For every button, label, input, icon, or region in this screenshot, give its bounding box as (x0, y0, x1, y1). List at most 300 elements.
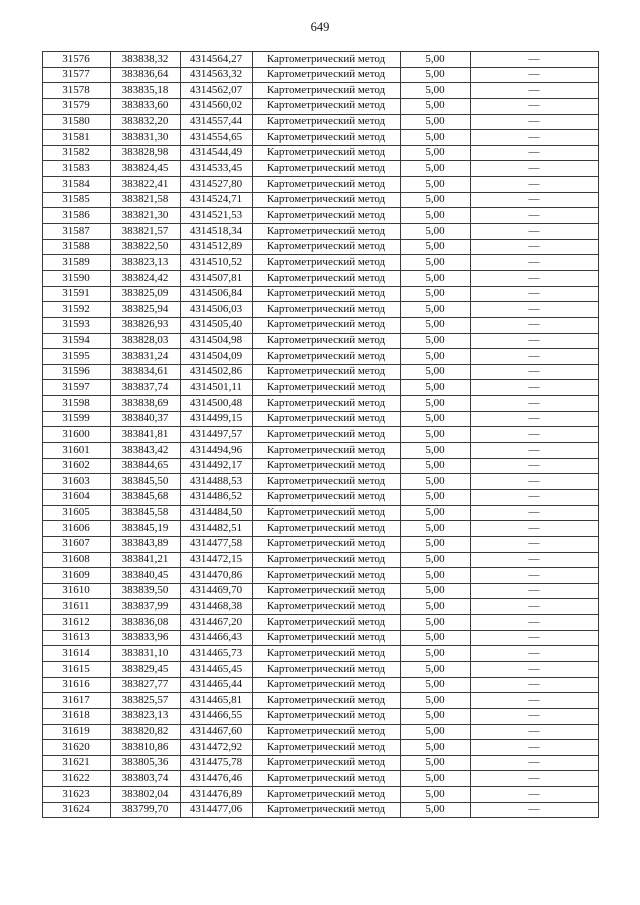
cell-method: Картометрический метод (252, 427, 400, 443)
cell-coordinate-y: 4314477,06 (180, 802, 252, 818)
cell-accuracy: 5,00 (400, 192, 470, 208)
cell-note: — (470, 489, 598, 505)
table-row (42, 677, 598, 693)
cell-point-number: 31616 (42, 677, 110, 693)
cell-point-number: 31590 (42, 270, 110, 286)
table-row (42, 661, 598, 677)
cell-method: Картометрический метод (252, 599, 400, 615)
table-row (42, 177, 598, 193)
cell-accuracy: 5,00 (400, 52, 470, 68)
cell-accuracy: 5,00 (400, 505, 470, 521)
cell-coordinate-x: 383840,37 (110, 411, 180, 427)
cell-point-number: 31593 (42, 317, 110, 333)
cell-coordinate-x: 383837,74 (110, 380, 180, 396)
cell-accuracy: 5,00 (400, 568, 470, 584)
cell-method: Картометрический метод (252, 771, 400, 787)
cell-accuracy: 5,00 (400, 646, 470, 662)
cell-point-number: 31602 (42, 458, 110, 474)
table-row (42, 521, 598, 537)
cell-coordinate-y: 4314494,96 (180, 443, 252, 459)
cell-method: Картометрический метод (252, 380, 400, 396)
cell-coordinate-y: 4314472,92 (180, 740, 252, 756)
cell-note: — (470, 693, 598, 709)
cell-coordinate-y: 4314482,51 (180, 521, 252, 537)
cell-note: — (470, 145, 598, 161)
cell-note: — (470, 521, 598, 537)
cell-coordinate-y: 4314465,45 (180, 661, 252, 677)
cell-accuracy: 5,00 (400, 661, 470, 677)
cell-coordinate-x: 383836,64 (110, 67, 180, 83)
cell-method: Картометрический метод (252, 740, 400, 756)
cell-method: Картометрический метод (252, 630, 400, 646)
cell-point-number: 31592 (42, 302, 110, 318)
cell-note: — (470, 349, 598, 365)
cell-point-number: 31608 (42, 552, 110, 568)
cell-point-number: 31577 (42, 67, 110, 83)
cell-method: Картометрический метод (252, 270, 400, 286)
cell-coordinate-x: 383824,45 (110, 161, 180, 177)
table-row (42, 114, 598, 130)
cell-note: — (470, 787, 598, 803)
table-row (42, 474, 598, 490)
cell-method: Картометрический метод (252, 239, 400, 255)
cell-coordinate-x: 383831,30 (110, 130, 180, 146)
cell-point-number: 31580 (42, 114, 110, 130)
cell-coordinate-y: 4314465,44 (180, 677, 252, 693)
cell-point-number: 31599 (42, 411, 110, 427)
cell-coordinate-y: 4314467,20 (180, 615, 252, 631)
cell-coordinate-x: 383823,13 (110, 255, 180, 271)
cell-coordinate-x: 383843,89 (110, 536, 180, 552)
table-row (42, 458, 598, 474)
table-row (42, 489, 598, 505)
cell-point-number: 31582 (42, 145, 110, 161)
cell-coordinate-y: 4314544,49 (180, 145, 252, 161)
cell-coordinate-x: 383843,42 (110, 443, 180, 459)
cell-method: Картометрический метод (252, 177, 400, 193)
cell-coordinate-y: 4314554,65 (180, 130, 252, 146)
cell-coordinate-y: 4314533,45 (180, 161, 252, 177)
table-row (42, 396, 598, 412)
cell-point-number: 31604 (42, 489, 110, 505)
cell-coordinate-x: 383836,08 (110, 615, 180, 631)
table-row (42, 708, 598, 724)
cell-note: — (470, 224, 598, 240)
cell-coordinate-x: 383845,50 (110, 474, 180, 490)
cell-point-number: 31624 (42, 802, 110, 818)
coordinates-table (42, 51, 599, 818)
cell-coordinate-x: 383837,99 (110, 599, 180, 615)
cell-coordinate-x: 383845,19 (110, 521, 180, 537)
cell-coordinate-x: 383821,30 (110, 208, 180, 224)
cell-coordinate-x: 383833,96 (110, 630, 180, 646)
cell-point-number: 31594 (42, 333, 110, 349)
cell-accuracy: 5,00 (400, 411, 470, 427)
cell-coordinate-x: 383822,50 (110, 239, 180, 255)
cell-accuracy: 5,00 (400, 224, 470, 240)
cell-coordinate-x: 383820,82 (110, 724, 180, 740)
table-row (42, 755, 598, 771)
cell-coordinate-y: 4314484,50 (180, 505, 252, 521)
cell-note: — (470, 458, 598, 474)
table-row (42, 349, 598, 365)
table-row (42, 208, 598, 224)
cell-method: Картометрический метод (252, 536, 400, 552)
table-row (42, 380, 598, 396)
cell-point-number: 31614 (42, 646, 110, 662)
cell-accuracy: 5,00 (400, 239, 470, 255)
cell-accuracy: 5,00 (400, 130, 470, 146)
cell-accuracy: 5,00 (400, 708, 470, 724)
table-row (42, 802, 598, 818)
cell-method: Картометрический метод (252, 787, 400, 803)
cell-coordinate-y: 4314472,15 (180, 552, 252, 568)
cell-coordinate-x: 383834,61 (110, 364, 180, 380)
cell-coordinate-y: 4314527,80 (180, 177, 252, 193)
cell-coordinate-x: 383832,20 (110, 114, 180, 130)
cell-method: Картометрический метод (252, 411, 400, 427)
table-row (42, 443, 598, 459)
cell-coordinate-y: 4314475,78 (180, 755, 252, 771)
cell-coordinate-y: 4314466,43 (180, 630, 252, 646)
cell-note: — (470, 364, 598, 380)
cell-coordinate-y: 4314506,03 (180, 302, 252, 318)
cell-method: Картометрический метод (252, 677, 400, 693)
cell-note: — (470, 802, 598, 818)
cell-method: Картометрический метод (252, 552, 400, 568)
cell-coordinate-y: 4314499,15 (180, 411, 252, 427)
cell-method: Картометрический метод (252, 224, 400, 240)
cell-accuracy: 5,00 (400, 443, 470, 459)
table-row (42, 364, 598, 380)
cell-note: — (470, 505, 598, 521)
cell-note: — (470, 568, 598, 584)
cell-note: — (470, 755, 598, 771)
cell-method: Картометрический метод (252, 83, 400, 99)
cell-accuracy: 5,00 (400, 630, 470, 646)
cell-accuracy: 5,00 (400, 755, 470, 771)
cell-coordinate-x: 383844,65 (110, 458, 180, 474)
cell-coordinate-x: 383831,24 (110, 349, 180, 365)
cell-coordinate-x: 383841,21 (110, 552, 180, 568)
table-row (42, 427, 598, 443)
cell-coordinate-x: 383825,09 (110, 286, 180, 302)
table-row (42, 286, 598, 302)
cell-accuracy: 5,00 (400, 489, 470, 505)
cell-method: Картометрический метод (252, 161, 400, 177)
cell-point-number: 31597 (42, 380, 110, 396)
page-number: 649 (310, 20, 330, 34)
cell-accuracy: 5,00 (400, 771, 470, 787)
cell-coordinate-x: 383838,32 (110, 52, 180, 68)
cell-point-number: 31600 (42, 427, 110, 443)
cell-coordinate-x: 383828,03 (110, 333, 180, 349)
cell-note: — (470, 646, 598, 662)
cell-coordinate-y: 4314557,44 (180, 114, 252, 130)
cell-note: — (470, 552, 598, 568)
cell-point-number: 31605 (42, 505, 110, 521)
cell-note: — (470, 380, 598, 396)
cell-coordinate-y: 4314469,70 (180, 583, 252, 599)
table-row (42, 771, 598, 787)
cell-method: Картометрический метод (252, 724, 400, 740)
cell-coordinate-x: 383824,42 (110, 270, 180, 286)
cell-accuracy: 5,00 (400, 67, 470, 83)
cell-coordinate-y: 4314467,60 (180, 724, 252, 740)
table-row (42, 505, 598, 521)
cell-method: Картометрический метод (252, 755, 400, 771)
cell-note: — (470, 724, 598, 740)
cell-accuracy: 5,00 (400, 317, 470, 333)
cell-method: Картометрический метод (252, 708, 400, 724)
cell-note: — (470, 536, 598, 552)
cell-coordinate-y: 4314563,32 (180, 67, 252, 83)
cell-point-number: 31595 (42, 349, 110, 365)
cell-note: — (470, 443, 598, 459)
cell-coordinate-y: 4314504,09 (180, 349, 252, 365)
cell-coordinate-y: 4314497,57 (180, 427, 252, 443)
cell-method: Картометрический метод (252, 192, 400, 208)
cell-coordinate-y: 4314486,52 (180, 489, 252, 505)
cell-note: — (470, 333, 598, 349)
table-row (42, 145, 598, 161)
cell-accuracy: 5,00 (400, 161, 470, 177)
cell-coordinate-y: 4314521,53 (180, 208, 252, 224)
cell-accuracy: 5,00 (400, 427, 470, 443)
cell-coordinate-x: 383825,57 (110, 693, 180, 709)
table-row (42, 724, 598, 740)
cell-method: Картометрический метод (252, 458, 400, 474)
cell-point-number: 31585 (42, 192, 110, 208)
cell-note: — (470, 396, 598, 412)
table-row (42, 98, 598, 114)
cell-note: — (470, 255, 598, 271)
cell-point-number: 31617 (42, 693, 110, 709)
cell-point-number: 31586 (42, 208, 110, 224)
coordinates-table-body (42, 52, 598, 818)
cell-method: Картометрический метод (252, 286, 400, 302)
cell-coordinate-y: 4314562,07 (180, 83, 252, 99)
table-row (42, 568, 598, 584)
cell-method: Картометрический метод (252, 317, 400, 333)
cell-accuracy: 5,00 (400, 677, 470, 693)
cell-point-number: 31584 (42, 177, 110, 193)
cell-coordinate-x: 383828,98 (110, 145, 180, 161)
cell-coordinate-y: 4314524,71 (180, 192, 252, 208)
cell-point-number: 31601 (42, 443, 110, 459)
cell-coordinate-y: 4314465,73 (180, 646, 252, 662)
cell-coordinate-y: 4314564,27 (180, 52, 252, 68)
cell-point-number: 31598 (42, 396, 110, 412)
cell-point-number: 31578 (42, 83, 110, 99)
cell-coordinate-x: 383803,74 (110, 771, 180, 787)
cell-point-number: 31606 (42, 521, 110, 537)
cell-method: Картометрический метод (252, 568, 400, 584)
cell-coordinate-y: 4314510,52 (180, 255, 252, 271)
cell-point-number: 31623 (42, 787, 110, 803)
cell-note: — (470, 771, 598, 787)
cell-note: — (470, 286, 598, 302)
cell-method: Картометрический метод (252, 67, 400, 83)
cell-coordinate-x: 383810,86 (110, 740, 180, 756)
cell-accuracy: 5,00 (400, 740, 470, 756)
table-row (42, 224, 598, 240)
table-row (42, 317, 598, 333)
cell-coordinate-x: 383825,94 (110, 302, 180, 318)
cell-accuracy: 5,00 (400, 458, 470, 474)
cell-accuracy: 5,00 (400, 787, 470, 803)
cell-note: — (470, 708, 598, 724)
cell-coordinate-x: 383833,60 (110, 98, 180, 114)
cell-note: — (470, 52, 598, 68)
table-row (42, 239, 598, 255)
cell-coordinate-x: 383821,58 (110, 192, 180, 208)
cell-coordinate-x: 383845,68 (110, 489, 180, 505)
cell-accuracy: 5,00 (400, 724, 470, 740)
cell-method: Картометрический метод (252, 802, 400, 818)
cell-coordinate-x: 383838,69 (110, 396, 180, 412)
cell-note: — (470, 130, 598, 146)
cell-note: — (470, 67, 598, 83)
table-row (42, 67, 598, 83)
cell-coordinate-y: 4314512,89 (180, 239, 252, 255)
cell-coordinate-x: 383823,13 (110, 708, 180, 724)
cell-note: — (470, 615, 598, 631)
cell-point-number: 31612 (42, 615, 110, 631)
table-row (42, 693, 598, 709)
cell-accuracy: 5,00 (400, 302, 470, 318)
cell-coordinate-y: 4314465,81 (180, 693, 252, 709)
cell-accuracy: 5,00 (400, 208, 470, 224)
cell-coordinate-x: 383827,77 (110, 677, 180, 693)
cell-method: Картометрический метод (252, 489, 400, 505)
cell-accuracy: 5,00 (400, 599, 470, 615)
cell-coordinate-x: 383845,58 (110, 505, 180, 521)
cell-point-number: 31611 (42, 599, 110, 615)
cell-method: Картометрический метод (252, 145, 400, 161)
cell-point-number: 31588 (42, 239, 110, 255)
cell-point-number: 31609 (42, 568, 110, 584)
cell-point-number: 31581 (42, 130, 110, 146)
cell-coordinate-x: 383805,36 (110, 755, 180, 771)
cell-point-number: 31596 (42, 364, 110, 380)
cell-method: Картометрический метод (252, 98, 400, 114)
cell-coordinate-x: 383799,70 (110, 802, 180, 818)
cell-method: Картометрический метод (252, 693, 400, 709)
cell-method: Картометрический метод (252, 521, 400, 537)
cell-point-number: 31620 (42, 740, 110, 756)
cell-coordinate-y: 4314466,55 (180, 708, 252, 724)
cell-point-number: 31618 (42, 708, 110, 724)
cell-note: — (470, 411, 598, 427)
cell-point-number: 31576 (42, 52, 110, 68)
cell-coordinate-x: 383821,57 (110, 224, 180, 240)
cell-note: — (470, 98, 598, 114)
cell-method: Картометрический метод (252, 396, 400, 412)
cell-note: — (470, 302, 598, 318)
table-row (42, 536, 598, 552)
cell-note: — (470, 192, 598, 208)
cell-note: — (470, 114, 598, 130)
cell-accuracy: 5,00 (400, 583, 470, 599)
cell-method: Картометрический метод (252, 615, 400, 631)
table-row (42, 333, 598, 349)
table-row (42, 270, 598, 286)
cell-point-number: 31589 (42, 255, 110, 271)
cell-point-number: 31615 (42, 661, 110, 677)
cell-accuracy: 5,00 (400, 98, 470, 114)
cell-coordinate-x: 383840,45 (110, 568, 180, 584)
cell-accuracy: 5,00 (400, 270, 470, 286)
cell-accuracy: 5,00 (400, 536, 470, 552)
cell-note: — (470, 317, 598, 333)
cell-coordinate-y: 4314477,58 (180, 536, 252, 552)
cell-accuracy: 5,00 (400, 693, 470, 709)
cell-method: Картометрический метод (252, 583, 400, 599)
cell-point-number: 31622 (42, 771, 110, 787)
cell-method: Картометрический метод (252, 661, 400, 677)
cell-point-number: 31621 (42, 755, 110, 771)
cell-coordinate-y: 4314468,38 (180, 599, 252, 615)
table-row (42, 83, 598, 99)
cell-note: — (470, 83, 598, 99)
cell-coordinate-x: 383802,04 (110, 787, 180, 803)
cell-point-number: 31610 (42, 583, 110, 599)
cell-method: Картометрический метод (252, 474, 400, 490)
cell-accuracy: 5,00 (400, 177, 470, 193)
cell-accuracy: 5,00 (400, 286, 470, 302)
cell-point-number: 31579 (42, 98, 110, 114)
cell-method: Картометрический метод (252, 333, 400, 349)
cell-accuracy: 5,00 (400, 349, 470, 365)
cell-method: Картометрический метод (252, 130, 400, 146)
table-row (42, 130, 598, 146)
cell-note: — (470, 630, 598, 646)
cell-point-number: 31619 (42, 724, 110, 740)
cell-accuracy: 5,00 (400, 333, 470, 349)
cell-method: Картометрический метод (252, 302, 400, 318)
cell-point-number: 31613 (42, 630, 110, 646)
cell-coordinate-y: 4314476,46 (180, 771, 252, 787)
cell-point-number: 31607 (42, 536, 110, 552)
cell-coordinate-x: 383822,41 (110, 177, 180, 193)
cell-coordinate-y: 4314501,11 (180, 380, 252, 396)
cell-accuracy: 5,00 (400, 364, 470, 380)
cell-method: Картометрический метод (252, 208, 400, 224)
cell-accuracy: 5,00 (400, 83, 470, 99)
cell-coordinate-y: 4314560,02 (180, 98, 252, 114)
cell-coordinate-y: 4314505,40 (180, 317, 252, 333)
cell-method: Картометрический метод (252, 646, 400, 662)
cell-accuracy: 5,00 (400, 802, 470, 818)
cell-method: Картометрический метод (252, 255, 400, 271)
cell-coordinate-x: 383826,93 (110, 317, 180, 333)
cell-note: — (470, 599, 598, 615)
cell-accuracy: 5,00 (400, 114, 470, 130)
cell-coordinate-y: 4314506,84 (180, 286, 252, 302)
table-row (42, 161, 598, 177)
cell-point-number: 31603 (42, 474, 110, 490)
cell-note: — (470, 161, 598, 177)
cell-coordinate-y: 4314492,17 (180, 458, 252, 474)
cell-coordinate-y: 4314502,86 (180, 364, 252, 380)
cell-point-number: 31587 (42, 224, 110, 240)
cell-point-number: 31591 (42, 286, 110, 302)
cell-accuracy: 5,00 (400, 145, 470, 161)
cell-note: — (470, 270, 598, 286)
cell-method: Картометрический метод (252, 114, 400, 130)
cell-coordinate-y: 4314500,48 (180, 396, 252, 412)
